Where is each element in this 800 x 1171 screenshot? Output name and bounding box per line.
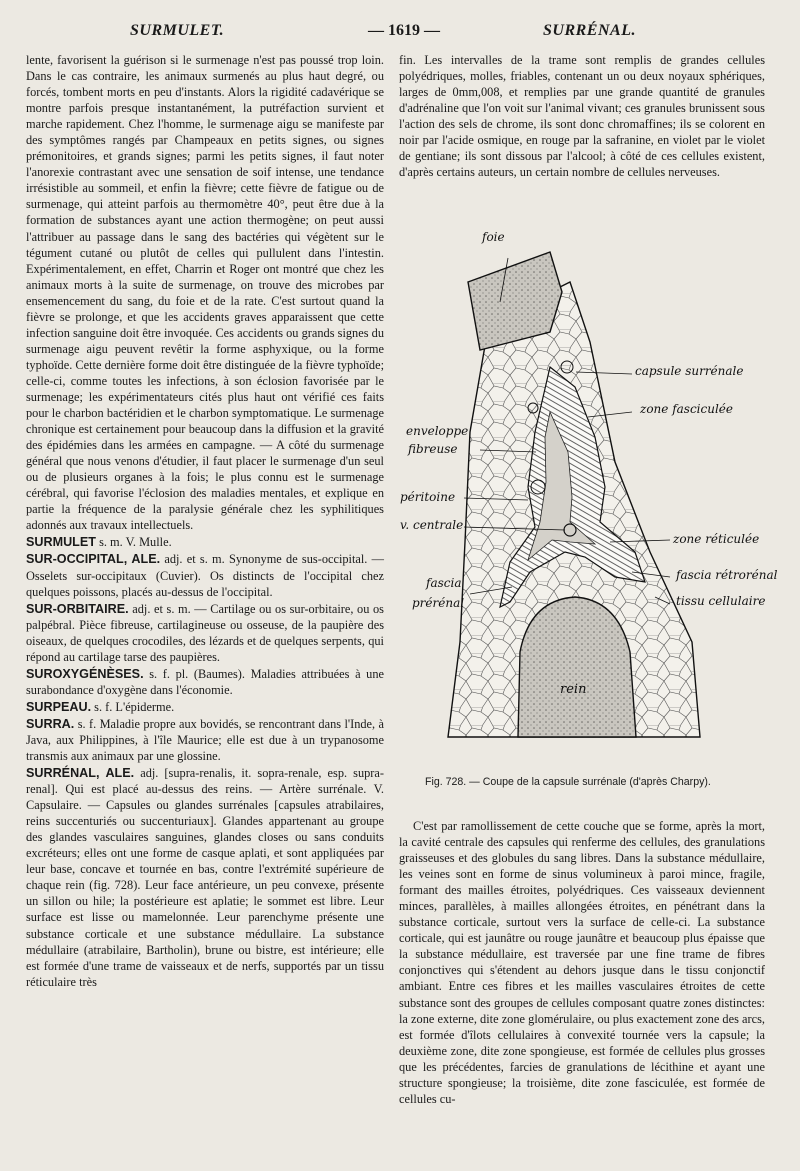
- definition-surmulet: s. m. V. Mulle.: [99, 535, 172, 550]
- entry-surpeau: [26, 699, 384, 715]
- label-capsule-surrenale: capsule surrénale: [635, 364, 744, 378]
- entry-surmulet: [26, 534, 384, 550]
- page-number: — 1619 —: [368, 22, 440, 39]
- label-zone-fasciculee: zone fasciculée: [640, 402, 733, 416]
- header-left-word: SURMULET.: [130, 22, 225, 39]
- figure-728: [400, 222, 790, 770]
- label-foie: foie: [482, 230, 505, 244]
- label-rein: rein: [560, 682, 587, 697]
- definition-surra: s. f. Maladie propre aux bovidés, se rencontrant dans l'Inde, à Java, aux Philippines, à l'île Maurice; elle est due à un trypanosome transmis aux animaux par une glossine.: [26, 716, 384, 764]
- headword-surra: SURRA.: [26, 716, 75, 731]
- label-fascia: fascia: [426, 576, 462, 590]
- right-column-top: [399, 52, 765, 180]
- left-column: [26, 52, 384, 990]
- entry-surrenal: [26, 765, 384, 990]
- headword-surrenal: SURRÉNAL, ALE.: [26, 766, 135, 781]
- right-column-bottom: [399, 818, 765, 1107]
- label-zone-reticulee: zone réticulée: [673, 532, 760, 546]
- page-header: [0, 22, 800, 46]
- definition-sur-orbitaire: adj. et s. m. — Cartilage ou os sur-orbitaire, ou os palpébral. Pièce fibreuse, cartilagineuse ou osseuse, de la paupière des oiseaux, de quelques crocodiles, des lézards et de quelques serpents, qui répond au cartilage tarse des paupières.: [26, 601, 384, 664]
- headword-sur-orbitaire: SUR-ORBITAIRE.: [26, 601, 129, 616]
- medullary-continuation: fin. Les intervalles de la trame sont remplis de grandes cellules polyédriques, molles, friables, contenant un ou deux noyaux sphériques, larges de 0mm,008, et remplies par une grande quantité de granules d'adrénaline que l'on voit sur l'animal vivant; ces granules brunissent sous l'action des sels de chrome, ils sont donc chromaffines; ils se colorent en noir par l'acide osmique, en rouge par la safranine, en violet par le violet de gentiane; ils sont dissous par l'alcool; à côté de ces cellules existent, d'après certains auteurs, un certain nombre de cellules nerveuses.: [399, 53, 765, 180]
- definition-suroxygeneses: s. f. pl. (Baumes). Maladies attribuées à une surabondance d'oxygène dans l'économie.: [26, 666, 384, 697]
- entry-sur-orbitaire: [26, 601, 384, 665]
- label-v-centrale: v. centrale: [400, 518, 464, 532]
- surmenage-paragraph: lente, favorisent la guérison si le surmenage n'est pas poussé trop loin. Dans le cas contraire, les animaux surmenés au plus haut degré, ou forcés, tombent morts en peu d'instants. Alors la rigidité cadavérique se montre parfois presque instantanément, la putréfaction survient et marche rapidement. Chez l'homme, le surmenage aigu se manifeste par des symptômes rangés par Champeaux en petits signes, ou signes prémonitoires, et grands signes; parmi les petits signes, il faut noter l'anorexie contrastant avec une sensation de soif intense, une tendance irrésistible au sommeil, et enfin la fièvre; cette fièvre de fatigue ou de surmenage, qui atteint parfois au thermomètre 40°, peut être due à la formation de substances ayant une action thermogène; on peut aussi l'attribuer au passage dans le sang des bactéries qui végètent sur le tégument cutané ou plutôt de celles qui pullulent dans l'intestin. Expérimentalement, en effet, Charrin et Roger ont montré que chez les animaux morts à la suite de surmenage, on trouve des microbes par ensemencement du sang, du foie et de la rate. C'est surtout quand la fièvre se prolonge, et que les accidents graves apparaissent que cette infection sanguine doit être invoquée. Ces accidents ou grands signes du surmenage aigu peuvent revêtir la forme asphyxique, ou la forme typhoïde. Cette dernière forme doit être distinguée de la fièvre typhoïde; celle-ci, comme toutes les infections, à son éclosion favorisée par le surmenage; les expérimentateurs cités plus haut ont vérifié ces faits pour le charbon bactéridien et le charbon symptomatique. Le surmenage chronique est certainement pour beaucoup dans la diffusion et la gravité des épidémies dans les armées en campagne. — A côté du surmenage général que nous venons d'étudier, il faut placer le surmenage d'un seul ou de plusieurs organes à la fois; le plus connu est le surmenage cérébral, qui favorise l'éclosion des maladies mentales, et explique en partie la fréquence de la paralysie générale chez les syphilitiques adonnés aux travaux intellectuels.: [26, 53, 384, 533]
- figure-caption: Fig. 728. — Coupe de la capsule surrénale (d'après Charpy).: [425, 776, 711, 788]
- entry-sur-occipital: [26, 551, 384, 599]
- label-tissu-cellulaire: tissu cellulaire: [676, 594, 766, 608]
- headword-surpeau: SURPEAU.: [26, 699, 92, 714]
- label-prerenal: prérénal: [412, 596, 465, 610]
- entry-surra: [26, 716, 384, 764]
- definition-surrenal: adj. [supra-renalis, it. sopra-renale, esp. supra-renal]. Qui est placé au-dessus des reins. — Artère surrénale. V. Capsulaire. — Capsules ou glandes surrénales [capsules atrabilaires, reins succenturiés ou succenturiaux]. Glandes appartenant au groupe des glandes vasculaires sanguines, glandes closes ou sans conduits excréteurs; elles ont une forme de casque aplati, et sont appliquées par leur base, concave et tournée en bas, contre l'extrémité supérieure de chaque rein (fig. 728). Leur face antérieure, un peu convexe, présente un sillon ou hile; la postérieure est aplatie; le sommet est libre. Leur surface est lisse ou mamelonnée. Leur parenchyme présente une substance corticale et une substance médullaire. La substance médullaire (atrabilaire, Bartholin), brune ou bistre, est intérieure; elle est formée d'une trame de vaisseaux et de nerfs, supportés par un tissu réticulaire très: [26, 766, 384, 989]
- definition-surpeau: s. f. L'épiderme.: [94, 699, 175, 714]
- label-peritoine: péritoine: [400, 490, 456, 504]
- headword-suroxygeneses: SUROXYGÉNÈSES.: [26, 666, 144, 681]
- headword-surmulet: SURMULET: [26, 535, 96, 550]
- label-enveloppe: enveloppe: [406, 424, 469, 438]
- entry-suroxygeneses: [26, 666, 384, 698]
- cortex-paragraph: C'est par ramollissement de cette couche que se forme, après la mort, la cavité centrale des capsules qui renferme des cellules, des granulations graisseuses et des globules du sang libres. Dans la substance médullaire, les veines sont en forme de sinus volumineux à paroi mince, fragile, formant des mailles étroites, polyédriques. Ces vaisseaux deviennent minces, parallèles, à mailles allongées étroites, en pénétrant dans la substance corticale, surtout vers la surface de celle-ci. La substance corticale, qui est jaunâtre ou rouge jaunâtre et beaucoup plus épaisse que la substance médullaire, est traversée par une fine trame de fibres conjonctives qui s'étendent au dehors jusque dans le tissu conjonctif ambiant. Entre ces fibres et les mailles vasculaires étroites de cette substance sont des groupes de cellules composant quatre zones distinctes: la zone externe, dite zone glomérulaire, ou plus exactement zone des arcs, est formée d'îlots cellulaires à convexité tournée vers la capsule; la deuxième zone, dite zone spongieuse, est formée de cellules plus grosses que les précédentes, farcies de granulations de lécithine et ayant une structure spongieuse; la troisième, dite zone fasciculée, est formée de cellules cu-: [399, 819, 765, 1106]
- adrenal-section-illustration: [400, 222, 790, 770]
- label-fascia-retrorenal: fascia rétrorénal: [676, 568, 778, 582]
- headword-sur-occipital: SUR-OCCIPITAL, ALE.: [26, 552, 161, 567]
- definition-sur-occipital: adj. et s. m. Synonyme de sus-occipital. — Osselets sur-occipitaux (Cuvier). Os distincts de l'occipital chez quelques poissons, placés au-dessus de l'occipital.: [26, 552, 384, 599]
- header-right-word: SURRÉNAL.: [543, 22, 636, 39]
- label-fibreuse: fibreuse: [408, 442, 458, 456]
